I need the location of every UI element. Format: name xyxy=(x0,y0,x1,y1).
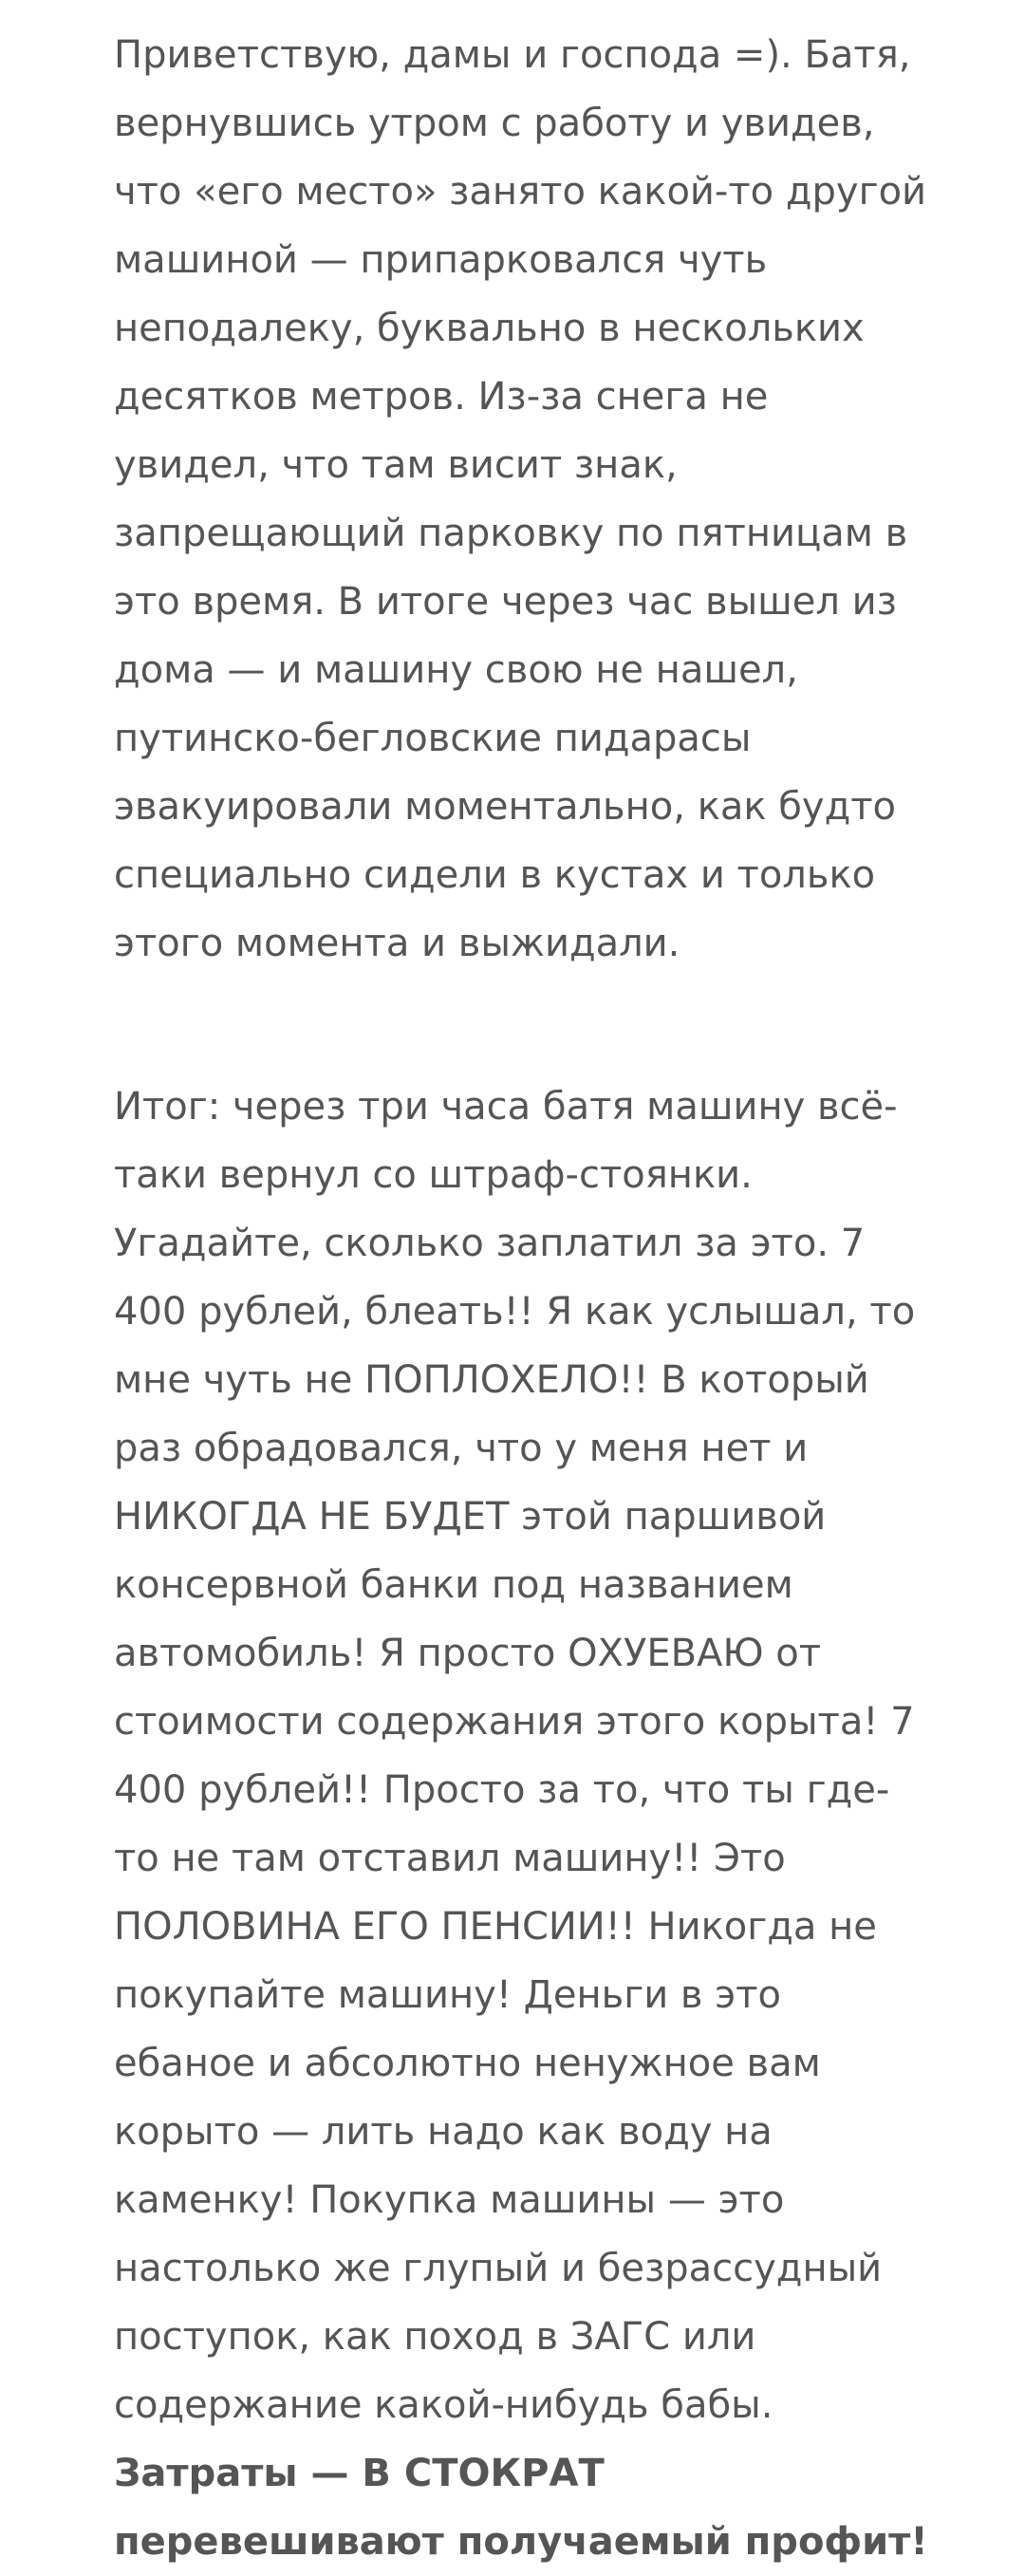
article-body xyxy=(114,21,930,2576)
paragraph-2-bold-conclusion: Затраты — В СТОКРАТ перевешивают получаемый профит! xyxy=(114,2452,928,2564)
paragraph-2 xyxy=(114,1073,930,2576)
paragraph-2-text: Итог: через три часа батя машину всё-таки вернул со штраф-стоянки. Угадайте, сколько заплатил за это. 7 400 рублей, блеать!! Я как услышал, то мне чуть не ПОПЛОХЕЛО!! В который раз обрадовался, что у меня нет и НИКОГДА НЕ БУДЕТ этой паршивой консервной банки под названием автомобиль! Я просто ОХУЕВАЮ от стоимости содержания этого корыта! 7 400 рублей!! Просто за то, что ты где-то не там отставил машину!! Это ПОЛОВИНА ЕГО ПЕНСИИ!! Никогда не покупайте машину! Деньги в это ебаное и абсолютно ненужное вам корыто — лить надо как воду на каменку! Покупка машины — это настолько же глупый и безрассудный поступок, как поход в ЗАГС или содержание какой-нибудь бабы. xyxy=(114,1085,916,2427)
paragraph-1: Приветствую, дамы и господа =). Батя, вернувшись утром с работу и увидев, что «его место» занято какой-то другой машиной — припарковался чуть неподалеку, буквально в нескольких десятков метров. Из-за снега не увидел, что там висит знак, запрещающий парковку по пятницам в это время. В итоге через час вышел из дома — и машину свою не нашел, путинско-бегловские пидарасы эвакуировали моментально, как будто специально сидели в кустах и только этого момента и выжидали. xyxy=(114,33,927,965)
